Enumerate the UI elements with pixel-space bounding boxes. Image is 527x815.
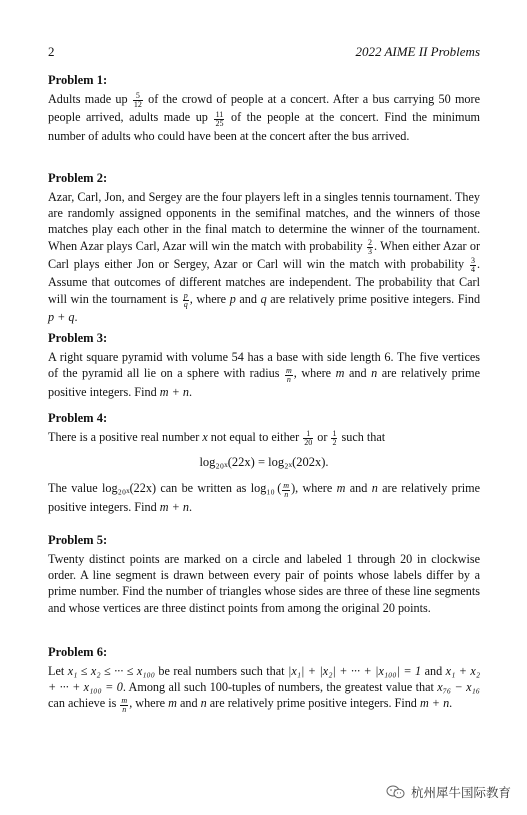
problem-title: Problem 2:: [48, 171, 108, 185]
fraction: $\frac{1}{2}$: [332, 429, 337, 448]
watermark: [386, 782, 511, 802]
problem-body: Azar, Carl, Jon, and Sergey are the four players left in a singles tennis tournament. They are randomly assigned opponents in the semifinal matches, and the winners of those matches play each other in the final match to determine the winner of the tournament. When Azar plays Carl, Azar will win the match with probability $\frac{2}{3}$ . When either Azar or Carl plays either Jon or Sergey, Azar or Carl will win the match with probability $\frac{3}{4}$ . Assume that outcomes of different matches are independent. The probability that Carl will win the tournament is $\frac{p}{q}$ , where p and q are relatively prime positive integers. Find p + q.: [48, 190, 481, 324]
page-number: 2: [48, 44, 55, 59]
problem-title: Problem 1:: [48, 73, 108, 87]
fraction: $\frac{2}{3}$: [368, 238, 373, 256]
problem-5: [48, 532, 480, 616]
problem-body: Adults made up $\frac{5}{12}$ of the crowd of people at a concert. After a bus carrying 50 more people arrived, adults made up $\frac{11}{25}$ of the people at the concert. Find the minimum number of adults who could have been at the concert after the bus arrived.: [48, 91, 481, 143]
problem-title: Problem 6:: [48, 645, 108, 659]
fraction: $\frac{m}{n}$: [283, 480, 290, 499]
fraction: $\frac{m}{n}$: [121, 695, 128, 714]
display-equation: log₂₀ₓ(22x) = log₂ₓ(202x).: [199, 455, 329, 470]
problem-title: Problem 4:: [48, 411, 108, 425]
wechat-logo-icon: [386, 785, 406, 799]
problem-body: There is a positive real number x not equal to either $\frac{1}{20}$ or $\frac{1}{2}$ such that: [48, 429, 386, 448]
fraction: $\frac{11}{25}$: [215, 109, 224, 128]
watermark-text: 杭州犀牛国际教育: [410, 785, 511, 800]
problem-1: [48, 72, 480, 144]
problem-title: Problem 5:: [48, 533, 108, 547]
running-title: 2022 AIME II Problems: [355, 44, 480, 59]
fraction: $\frac{5}{12}$: [133, 91, 142, 110]
problem-body-continued: The value log₂₀ₓ(22x) can be written as log₁₀ ( $\frac{m}{n}$ ), where m and n are relatively prime positive integers. Find m + n.: [48, 480, 481, 514]
page-header: [48, 44, 480, 62]
problem-title: Problem 3:: [48, 331, 108, 345]
problem-3: [48, 330, 480, 400]
problem-body: Let x₁ ≤ x₂ ≤ ··· ≤ x₁₀₀ be real numbers such that |x₁| + |x₂| + ··· + |x₁₀₀| = 1 and x₁ + x₂ + ··· + x₁₀₀ = 0. Among all such 100-tuples of numbers, the greatest value that x₇₆ − x₁₆ can achieve is $\frac{m}{n}$ , where m and n are relatively prime positive integers. Find m + n.: [48, 664, 481, 714]
problem-body: Twenty distinct points are marked on a circle and labeled 1 through 20 in clockwise order. A line segment is drawn between every pair of points whose labels differ by a prime number. Find the number of triangles whose sides are three of these line segments and whose vertices are three distinct points from among the original 20 points.: [48, 552, 480, 615]
fraction: $\frac{1}{20}$: [304, 429, 313, 448]
problem-4: [48, 410, 480, 515]
fraction: $\frac{p}{q}$: [183, 290, 188, 309]
problem-body: A right square pyramid with volume 54 has a base with side length 6. The five vertices of the pyramid all lie on a sphere with radius $\frac{m}{n}$ , where m and n are relatively prime positive integers. Find m + n.: [48, 350, 481, 399]
problem-6: [48, 644, 480, 714]
fraction: $\frac{m}{n}$: [285, 365, 292, 384]
fraction: $\frac{3}{4}$: [470, 256, 475, 275]
problem-2: [48, 170, 480, 325]
